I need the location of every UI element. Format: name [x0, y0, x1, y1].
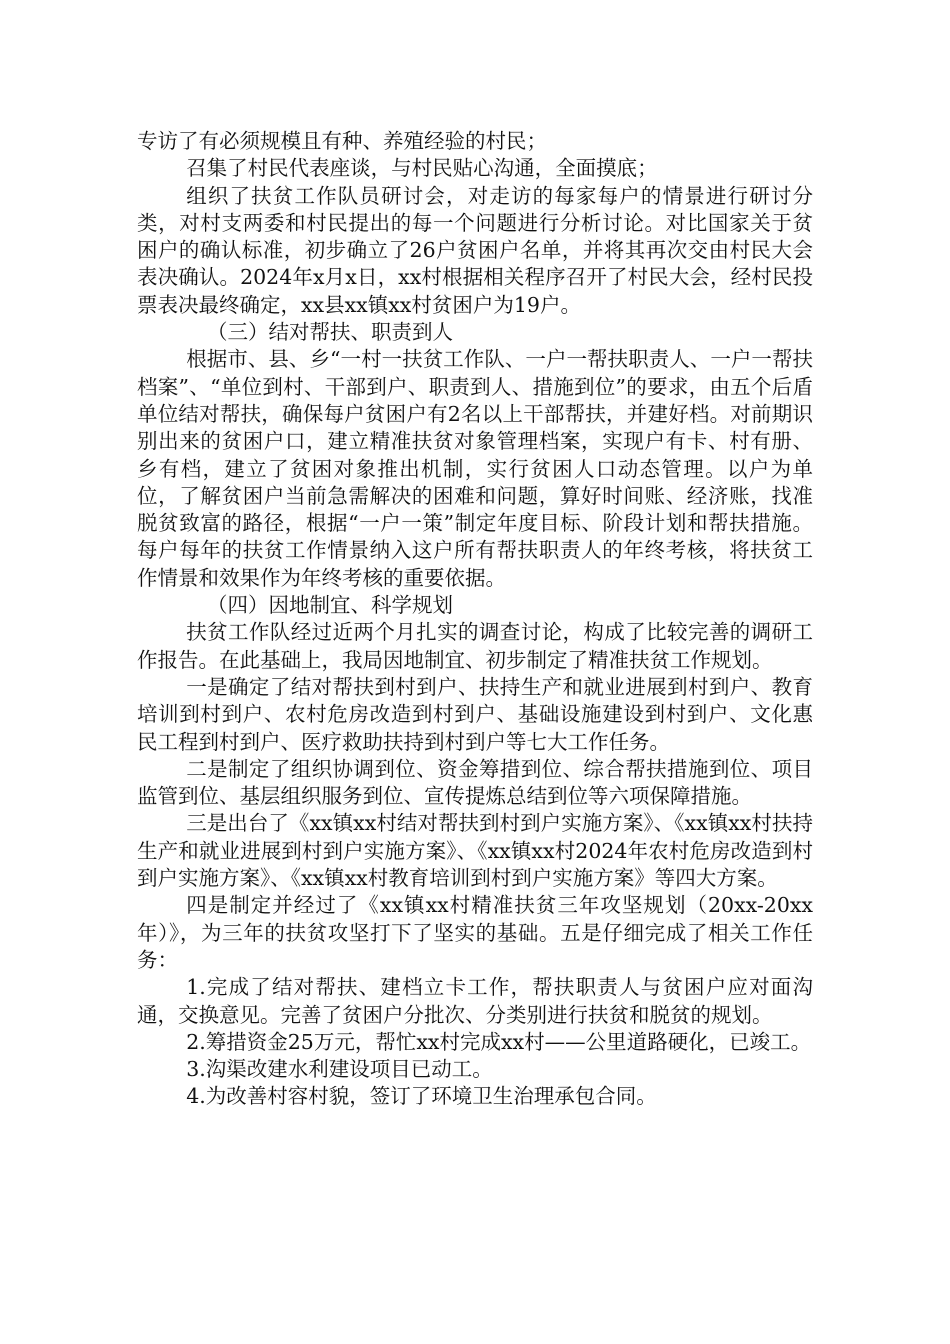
paragraph: 召集了村民代表座谈，与村民贴心沟通，全面摸底； [186, 156, 658, 181]
section-heading: （四）因地制宜、科学规划 [207, 593, 453, 618]
paragraph: 组织了扶贫工作队员研讨会，对走访的每家每户的情景进行研讨分类，对村支两委和村民提出的每一个问题进行分析讨论。对比国家关于贫困户的确认标准，初步确立了26户贫困户名单，并将其再次交由村民大会表决确认。2024年x月x日，xx村根据相关程序召开了村民大会，经村民投票表决最终确定，xx县xx镇xx村贫困户为19户。 [137, 183, 813, 317]
paragraph: 扶贫工作队经过近两个月扎实的调查讨论，构成了比较完善的调研工作报告。在此基础上，我局因地制宜、初步制定了精准扶贫工作规划。 [137, 620, 813, 672]
section-heading: （三）结对帮扶、职责到人 [207, 320, 453, 345]
document-body [137, 128, 813, 1111]
paragraph: 根据市、县、乡“一村一扶贫工作队、一户一帮扶职责人、一户一帮扶档案”、“单位到村、干部到户、职责到人、措施到位”的要求，由五个后盾单位结对帮扶，确保每户贫困户有2名以上干部帮扶，并建好档。对前期识别出来的贫困户口，建立精准扶贫对象管理档案，实现户有卡、村有册、乡有档，建立了贫困对象推出机制，实行贫困人口动态管理。以户为单位，了解贫困户当前急需解决的困难和问题，算好时间账、经济账，找准脱贫致富的路径，根据“一户一策”制定年度目标、阶段计划和帮扶措施。每户每年的扶贫工作情景纳入这户所有帮扶职责人的年终考核，将扶贫工作情景和效果作为年终考核的重要依据。 [137, 347, 813, 590]
list-item: 2.筹措资金25万元，帮忙xx村完成xx村——公里道路硬化，已竣工。 [186, 1029, 812, 1054]
paragraph: 一是确定了结对帮扶到村到户、扶持生产和就业进展到村到户、教育培训到村到户、农村危房改造到村到户、基础设施建设到村到户、文化惠民工程到村到户、医疗救助扶持到村到户等七大工作任务。 [137, 674, 813, 754]
paragraph: 二是制定了组织协调到位、资金筹措到位、综合帮扶措施到位、项目监管到位、基层组织服务到位、宣传提炼总结到位等六项保障措施。 [137, 756, 813, 809]
list-item: 1.完成了结对帮扶、建档立卡工作，帮扶职责人与贫困户应对面沟通，交换意见。完善了贫困户分批次、分类别进行扶贫和脱贫的规划。 [137, 975, 813, 1027]
paragraph: 四是制定并经过了《xx镇xx村精准扶贫三年攻坚规划（20xx-20xx年）》，为三年的扶贫攻坚打下了坚实的基础。五是仔细完成了相关工作任务： [137, 893, 813, 972]
list-item: 3.沟渠改建水利建设项目已动工。 [186, 1057, 493, 1082]
paragraph: 专访了有必须规模且有种、养殖经验的村民； [137, 129, 547, 153]
paragraph: 三是出台了《xx镇xx村结对帮扶到村到户实施方案》、《xx镇xx村扶持生产和就业进展到村到户实施方案》、《xx镇xx村2024年农村危房改造到村到户实施方案》、《xx镇xx村教育培训到村到户实施方案》等四大方案。 [137, 811, 813, 891]
list-item: 4.为改善村容村貌，签订了环境卫生治理承包合同。 [186, 1084, 657, 1109]
